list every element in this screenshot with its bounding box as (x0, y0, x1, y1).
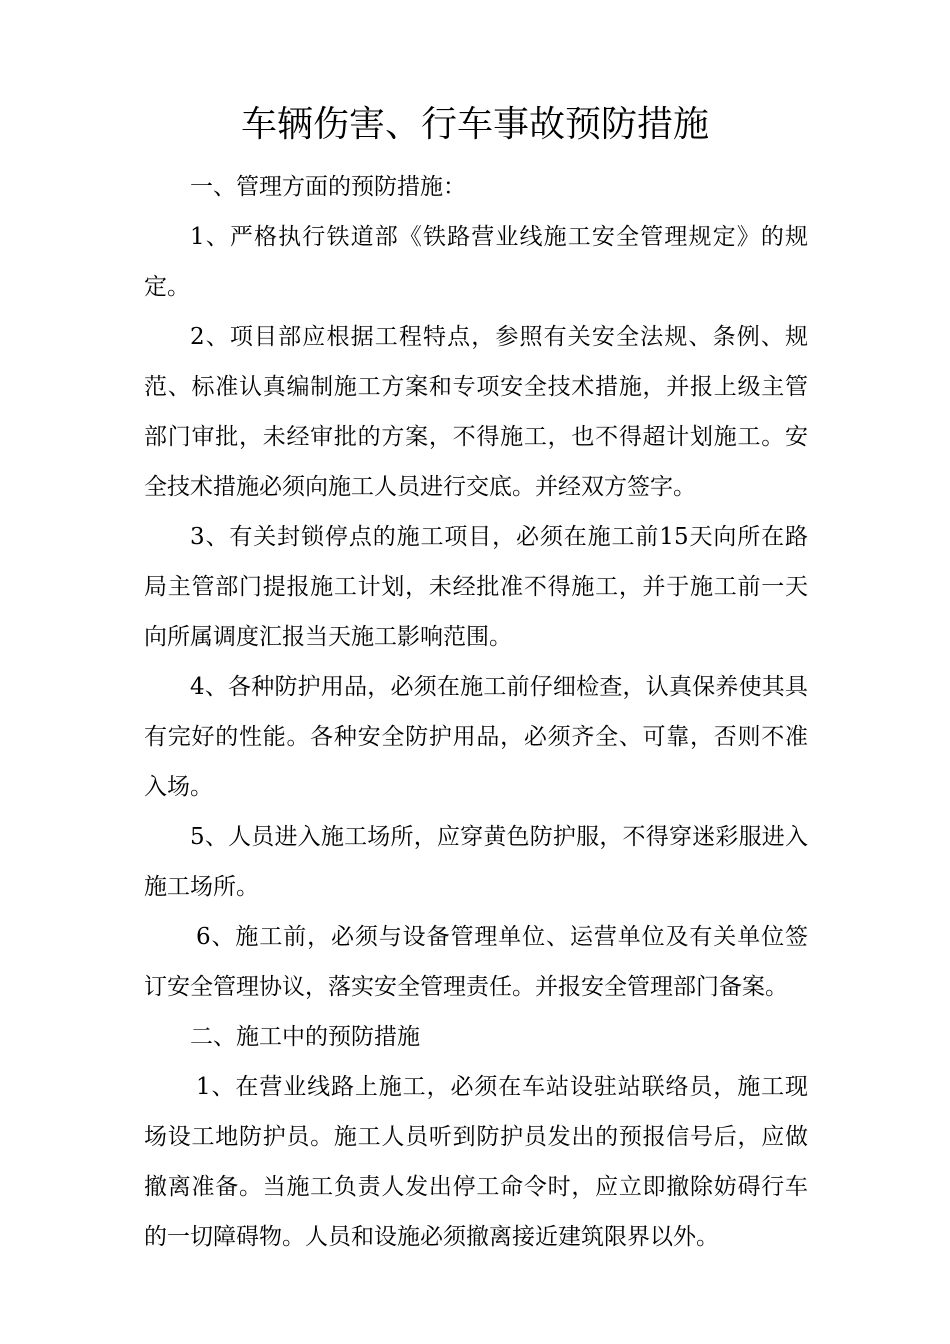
document-title: 车辆伤害、行车事故预防措施 (240, 104, 709, 145)
paragraph-2: 2、项目部应根据工程特点，参照有关安全法规、条例、规范、标准认真编制施工方案和专项安全技术措施，并报上级主管部门审批，未经审批的方案，不得施工，也不得超计划施工。安全技术措施必须向施工人员进行交底。并经双方签字。 (144, 324, 808, 500)
section-heading-construction: 二、施工中的预防措施 (190, 1024, 420, 1050)
paragraph-4: 4、各种防护用品，必须在施工前仔细检查，认真保养使其具有完好的性能。各种安全防护用品，必须齐全、可靠，否则不准入场。 (144, 674, 808, 800)
paragraph-1: 1、严格执行铁道部《铁路营业线施工安全管理规定》的规定。 (144, 224, 808, 300)
document-body (144, 162, 808, 1262)
section-heading-management: 一、管理方面的预防措施： (190, 174, 466, 200)
paragraph-5: 5、人员进入施工场所，应穿黄色防护服，不得穿迷彩服进入施工场所。 (144, 824, 808, 900)
paragraph-6: 6、施工前，必须与设备管理单位、运营单位及有关单位签订安全管理协议，落实安全管理责任。并报安全管理部门备案。 (144, 924, 808, 1000)
paragraph-7: 1、在营业线路上施工，必须在车站设驻站联络员，施工现场设工地防护员。施工人员听到防护员发出的预报信号后，应做撤离准备。当施工负责人发出停工命令时，应立即撤除妨碍行车的一切障碍物。人员和设施必须撤离接近建筑限界以外。 (144, 1074, 808, 1250)
paragraph-3: 3、有关封锁停点的施工项目，必须在施工前15天向所在路局主管部门提报施工计划，未经批准不得施工，并于施工前一天向所属调度汇报当天施工影响范围。 (144, 524, 808, 650)
